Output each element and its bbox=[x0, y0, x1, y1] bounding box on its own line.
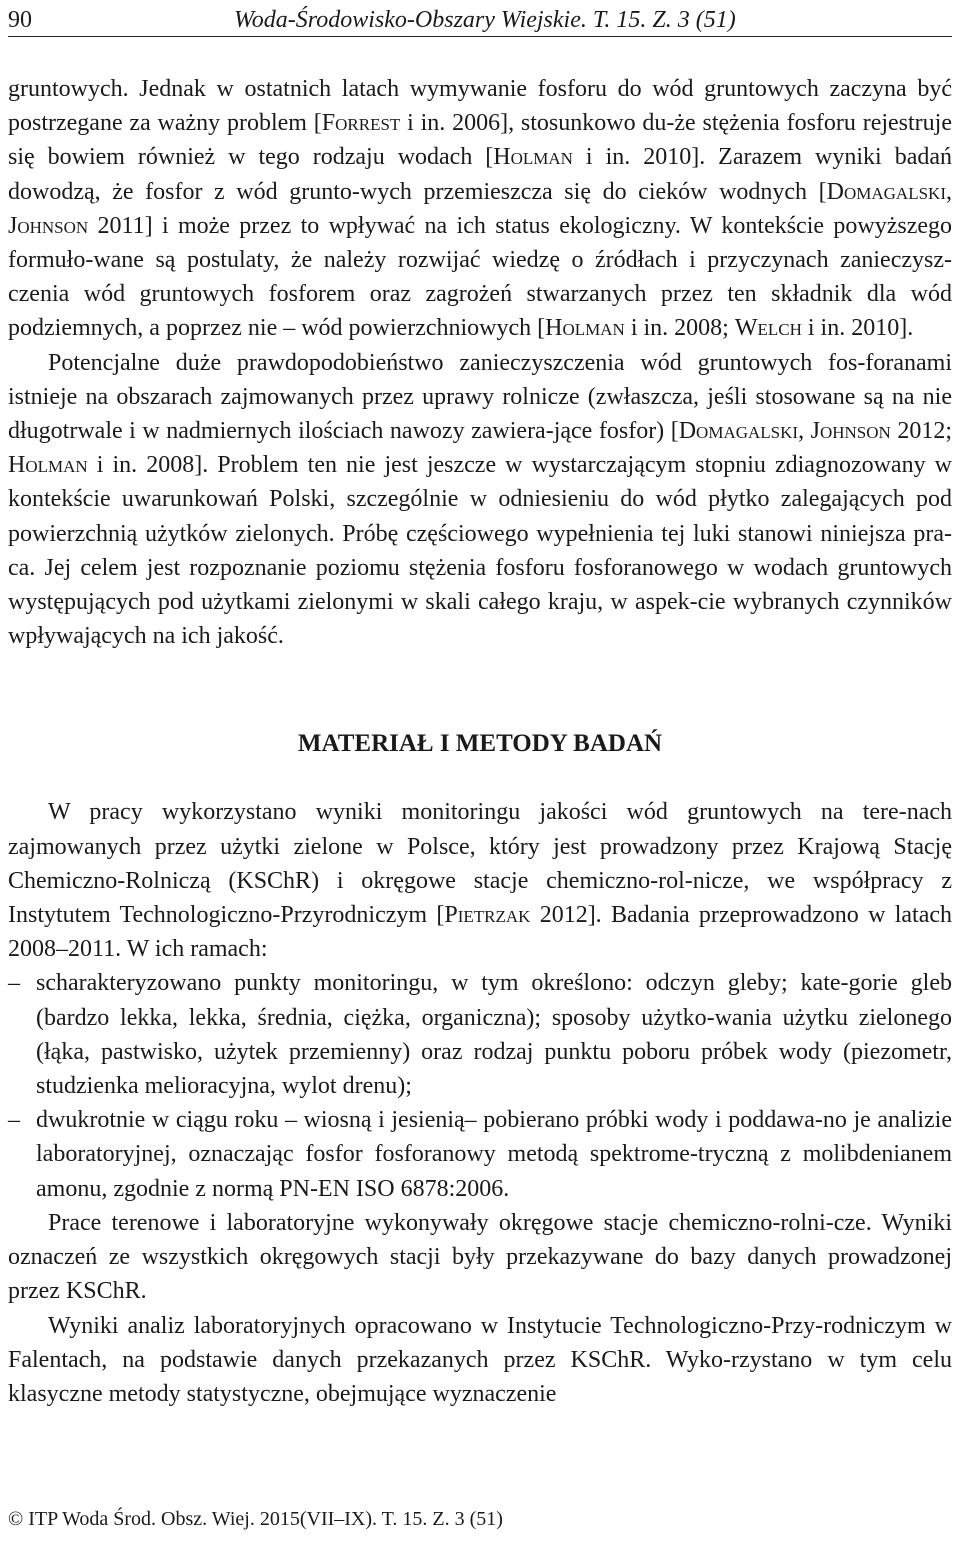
copyright-footer: © ITP Woda Środ. Obsz. Wiej. 2015(VII–IX). T. 15. Z. 3 (51) bbox=[8, 1508, 503, 1530]
paragraph-4: Prace terenowe i laboratoryjne wykonywały okręgowe stacje chemiczno-rolni-cze. Wyniki oznaczeń ze wszystkich okręgowych stacji były przekazywane do bazy danych prowadzonej przez KSChR. bbox=[8, 1209, 952, 1305]
paragraph-3: W pracy wykorzystano wyniki monitoringu jakości wód gruntowych na tere-nach zajmowanych przez użytki zielone w Polsce, który jest prowadzony przez Krajową Stację Chemiczno-Rolniczą (KSChR) i okręgowe stacje chemiczno-rol-nicze, we współpracy z Instytutem Technologiczno-Przyrodniczym [Pietrzak 2012]. Badania przeprowadzono w latach 2008–2011. W ich ramach: bbox=[8, 799, 952, 963]
dash-bullet: – bbox=[8, 1107, 20, 1134]
citation-author: Holman bbox=[545, 315, 625, 342]
citation-author: Holman bbox=[493, 144, 573, 171]
paragraph-2: Potencjalne duże prawdopodobieństwo zanieczyszczenia wód gruntowych fos-foranami istnieje na obszarach zajmowanych przez uprawy rolnicze (zwłaszcza, jeśli stosowane są na nie długotrwale i w nadmiernych ilościach nawozy zawiera-jące fosfor) [Domagalski, Johnson 2012; Holman i in. 2008]. Problem ten nie jest jeszcze w wystarczającym stopniu zdiagnozowany w kontekście uwarunkowań Polski, szczególnie w odniesieniu do wód płytko zalegających pod powierzchnią użytków zielonych. Próbę częściowego wypełnienia tej luki stanowi niniejsza pra-ca. Jej celem jest rozpoznanie poziomu stężenia fosforu fosforanowego w wodach gruntowych występujących pod użytkami zielonymi w skali całego kraju, w aspek-cie wybranych czynników wpływających na ich jakość. bbox=[8, 349, 953, 650]
citation-author: Forrest bbox=[321, 110, 401, 137]
journal-title: Woda-Środowisko-Obszary Wiejskie. T. 15. Z. 3 (51) bbox=[234, 7, 736, 33]
article-body bbox=[8, 72, 952, 1411]
methods-list bbox=[8, 966, 952, 1205]
dash-bullet: – bbox=[8, 970, 20, 997]
citation-author: Domagalski bbox=[826, 178, 946, 205]
paragraph-5: Wyniki analiz laboratoryjnych opracowano w Instytucie Technologiczno-Przy-rodniczym w Falentach, na podstawie danych przekazanych przez KSChR. Wyko-rzystano w tym celu klasyczne metody statystyczne, obejmujące wyznaczenie bbox=[8, 1312, 952, 1407]
running-header bbox=[8, 4, 952, 37]
citation-author: Domagalski bbox=[678, 418, 799, 445]
citation-author: Welch bbox=[734, 315, 802, 342]
citation-author: Johnson bbox=[8, 212, 89, 239]
citation-author: Holman bbox=[8, 452, 88, 479]
section-heading: MATERIAŁ I METODY BADAŃ bbox=[297, 730, 663, 758]
page-number: 90 bbox=[8, 7, 32, 33]
list-item: – dwukrotnie w ciągu roku – wiosną i jesienią– pobierano próbki wody i poddawa-no je analizie laboratoryjnej, oznaczając fosfor fosforanowy metodą spektrome-tryczną z molibdenianem amonu, zgodnie z normą PN-EN ISO 6878:2006. bbox=[8, 1103, 952, 1206]
list-item: – scharakteryzowano punkty monitoringu, w tym określono: odczyn gleby; kate-gorie gleb (bardzo lekka, lekka, średnia, ciężka, organiczna); sposoby użytko-wania użytku zielonego (łąka, pastwisko, użytek przemienny) oraz rodzaj punktu poboru próbek wody (piezometr, studzienka melioracyjna, wylot drenu); bbox=[8, 966, 952, 1103]
citation-author: Johnson bbox=[810, 418, 891, 445]
paragraph-1: gruntowych. Jednak w ostatnich latach wymywanie fosforu do wód gruntowych zaczyna być postrzegane za ważny problem [Forrest i in. 2006], stosunkowo du-że stężenia fosforu rejestruje się bowiem również w tego rodzaju wodach [Holman i in. 2010]. Zarazem wyniki badań dowodzą, że fosfor z wód grunto-wych przemieszcza się do cieków wodnych [Domagalski, Johnson 2011] i może przez to wpływać na ich status ekologiczny. W kontekście powyższego formuło-wane są postulaty, że należy rozwijać wiedzę o źródłach i przyczynach zanieczysz-czenia wód gruntowych fosforem oraz zagrożeń stwarzanych przez ten składnik dla wód podziemnych, a poprzez nie – wód powierzchniowych [Holman i in. 2008; Welch i in. 2010]. bbox=[8, 76, 952, 342]
citation-author: Pietrzak bbox=[444, 902, 531, 929]
